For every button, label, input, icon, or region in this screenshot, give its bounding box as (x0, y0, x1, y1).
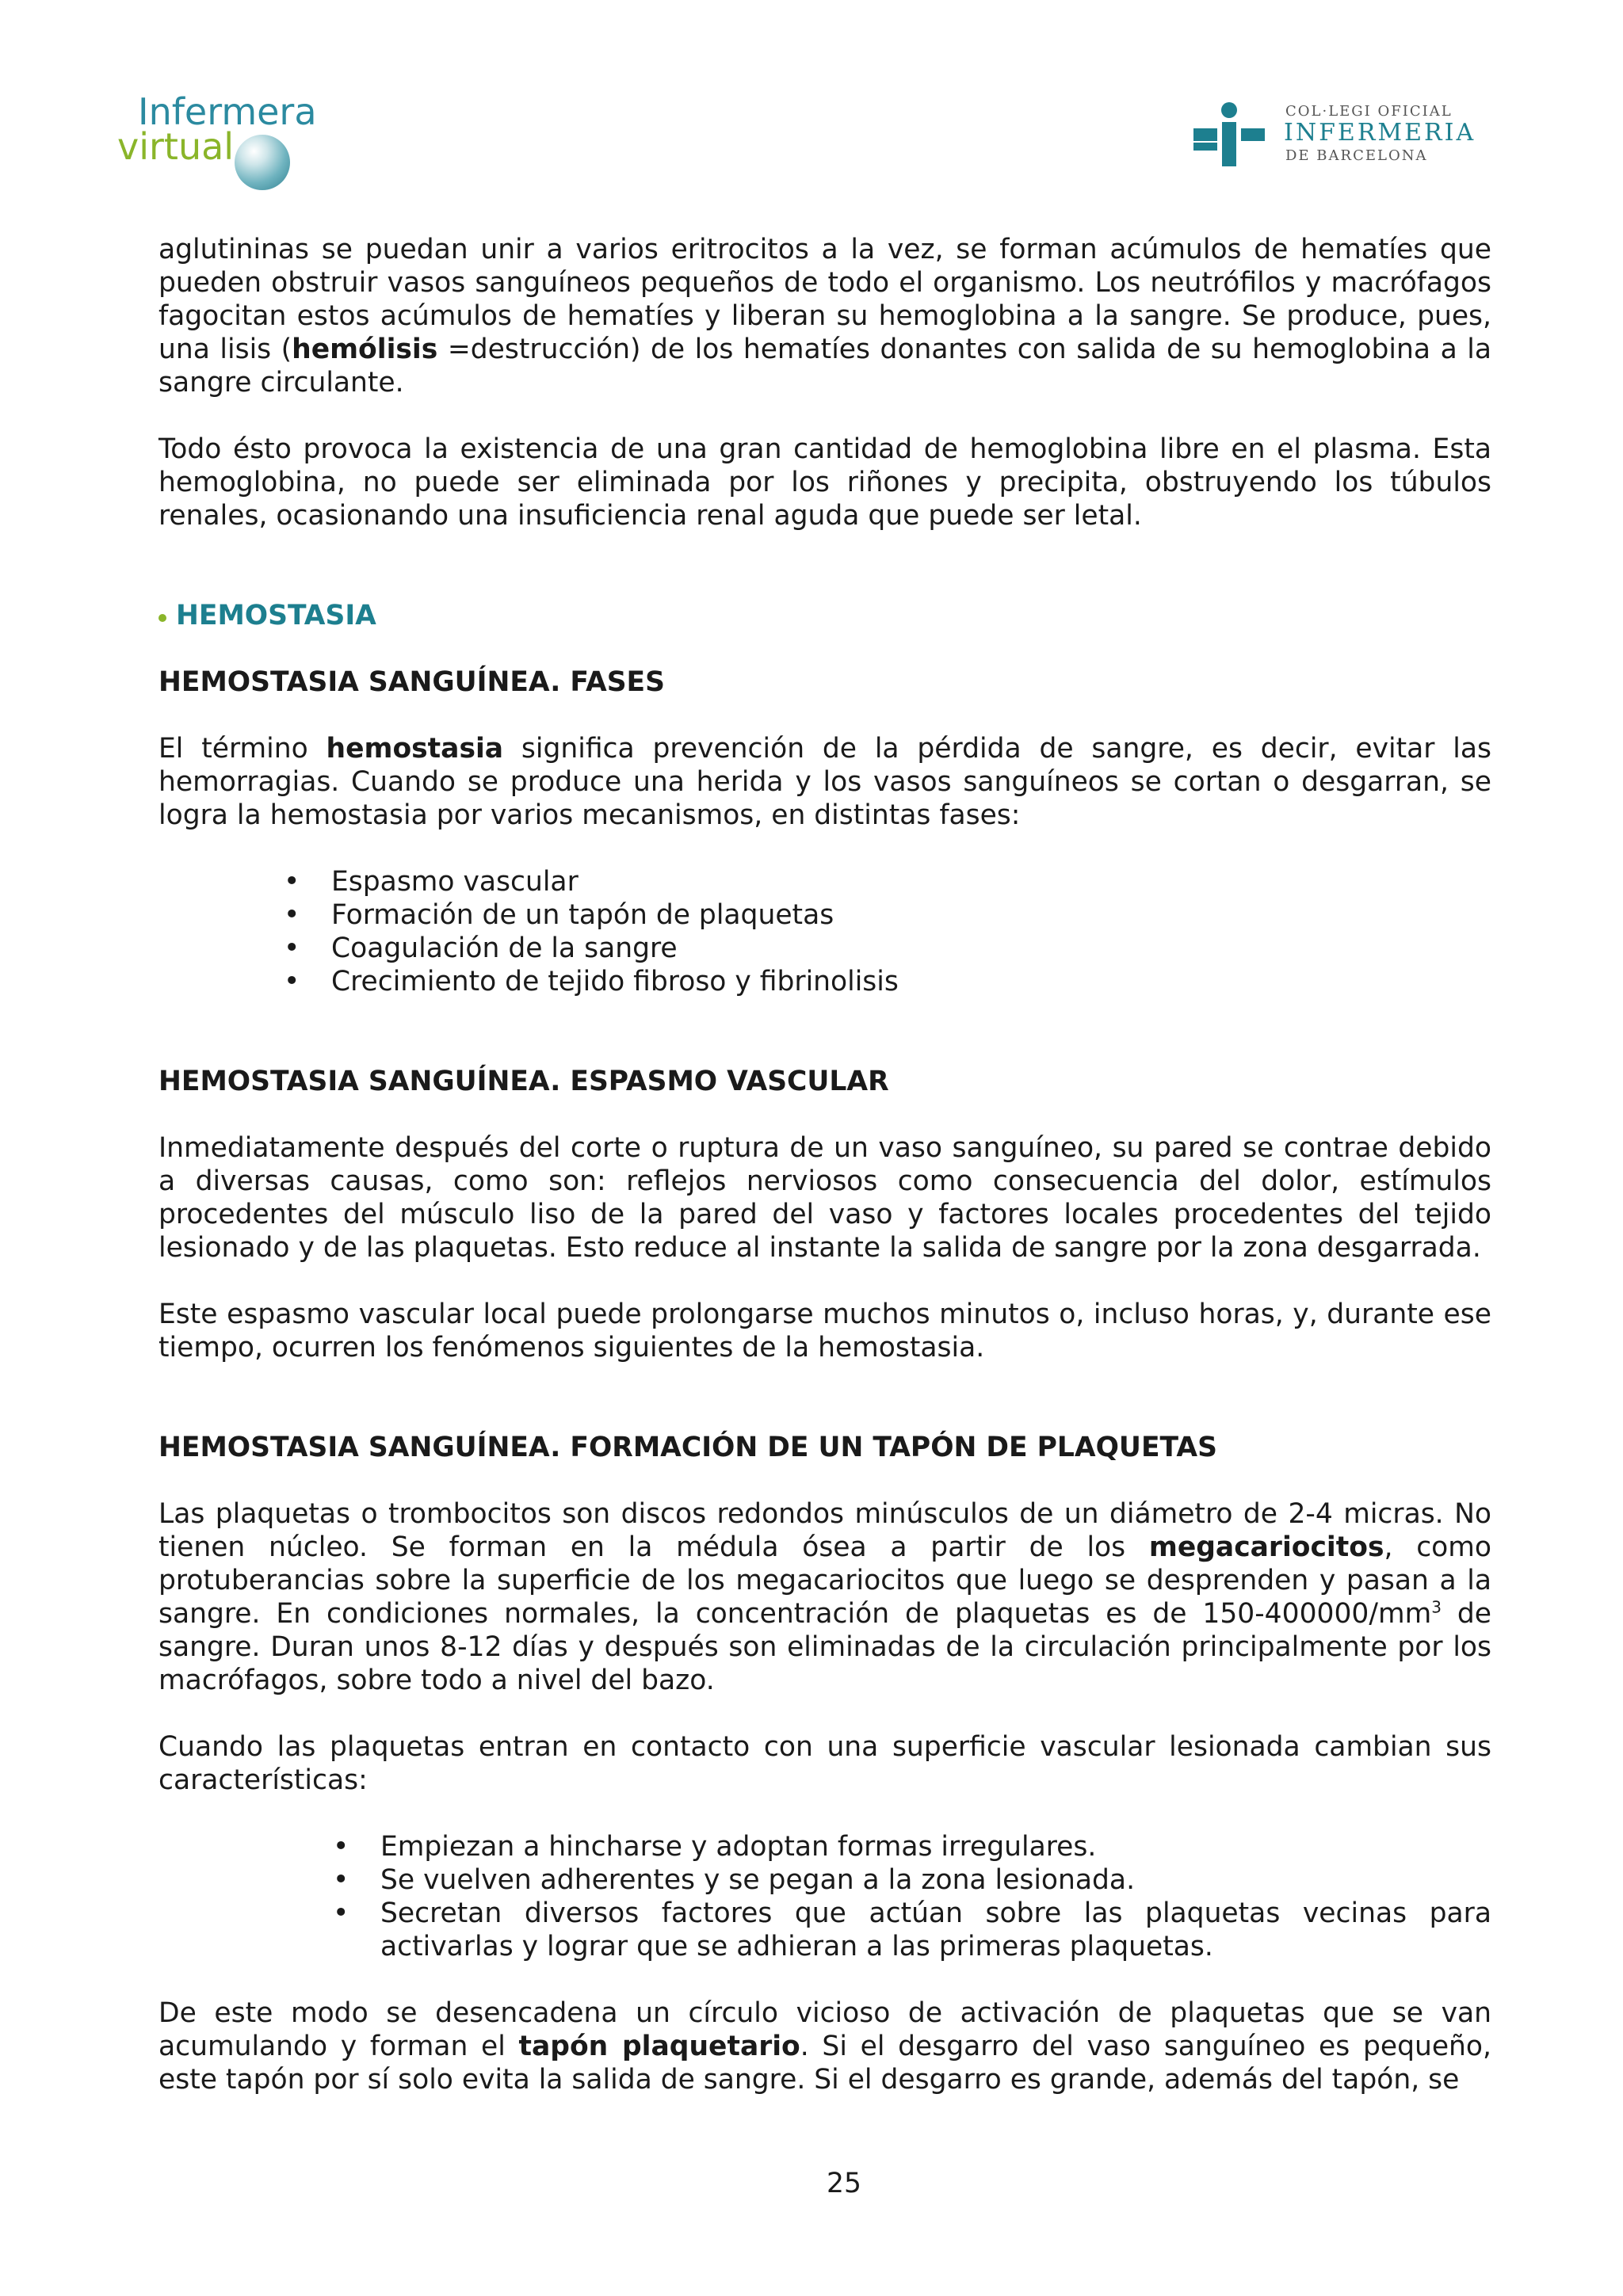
document-body (158, 233, 1491, 2096)
page-header (0, 0, 1623, 206)
list-item: • Coagulación de la sangre (158, 932, 1491, 965)
globe-icon (235, 135, 290, 190)
list-item: • Secretan diversos factores que actúan sobre las plaquetas vecinas para activarlas y lograr que se adhieran a las primeras plaquetas. (158, 1897, 1491, 1963)
page-number: 25 (827, 2168, 861, 2199)
logo-text-virtual: virtual (117, 125, 235, 168)
tapon-paragraph-2: Cuando las plaquetas entran en contacto con una superficie vascular lesionada cambian sus características: (158, 1731, 1491, 1796)
espasmo-paragraph-2: Este espasmo vascular local puede prolongarse muchos minutos o, incluso horas, y, durante ese tiempo, ocurren los fenómenos siguientes de la hemostasia. (158, 1299, 1491, 1363)
infermera-virtual-logo (117, 90, 317, 190)
fases-list (158, 865, 1491, 998)
heading-tapon: HEMOSTASIA SANGUÍNEA. FORMACIÓN DE UN TAPÓN DE PLAQUETAS (158, 1432, 1217, 1463)
list-item: • Formación de un tapón de plaquetas (158, 898, 1491, 932)
col-legi-infermeria-logo (1193, 101, 1510, 170)
logo-text-barcelona: DE BARCELONA (1285, 147, 1428, 164)
bullet-dot-icon (158, 614, 166, 622)
espasmo-paragraph-1: Inmediatamente después del corte o ruptura de un vaso sanguíneo, su pared se contrae debido a diversas causas, como son: reflejos nerviosos como consecuencia del dolor, estímulos procedentes del músculo liso de la pared del vaso y factores locales procedentes del tejido lesionado y de las plaquetas. Esto reduce al instante la salida de sangre por la zona desgarrada. (158, 1132, 1491, 1264)
intro-paragraph-2: Todo ésto provoca la existencia de una gran cantidad de hemoglobina libre en el plasma. Esta hemoglobina, no puede ser eliminada por los riñones y precipita, obstruyendo los túbulos renales, ocasionando una insuficiencia renal aguda que puede ser letal. (158, 433, 1491, 532)
fases-paragraph: El término hemostasia significa prevención de la pérdida de sangre, es decir, evitar las hemorragias. Cuando se produce una herida y los vasos sanguíneos se cortan o desgarran, se logra la hemostasia por varios mecanismos, en distintas fases: (158, 733, 1491, 831)
list-item: • Empiezan a hincharse y adoptan formas irregulares. (158, 1830, 1491, 1863)
intro-paragraph-1: aglutininas se puedan unir a varios eritrocitos a la vez, se forman acúmulos de hematíes que pueden obstruir vasos sanguíneos pequeños de todo el organismo. Los neutrófilos y macrófagos fagocitan estos acúmulos de hematíes y liberan su hemoglobina a la sangre. Se produce, pues, una lisis (hemólisis =destrucción) de los hematíes donantes con salida de su hemoglobina a la sangre circulante. (158, 234, 1491, 399)
list-item: • Se vuelven adherentes y se pegan a la zona lesionada. (158, 1863, 1491, 1897)
list-item: • Crecimiento de tejido fibroso y fibrinolisis (158, 965, 1491, 998)
heading-espasmo: HEMOSTASIA SANGUÍNEA. ESPASMO VASCULAR (158, 1066, 889, 1097)
logo-text-infermeria: INFERMERIA (1284, 119, 1476, 147)
list-item: • Espasmo vascular (158, 865, 1491, 898)
cross-icon (1193, 101, 1265, 168)
section-title: HEMOSTASIA (158, 599, 1491, 632)
logo-text-col-legi: COL·LEGI OFICIAL (1285, 103, 1453, 120)
tapon-list (158, 1830, 1491, 1963)
logo-text-infermera: Infermera (138, 90, 317, 133)
tapon-paragraph-1: Las plaquetas o trombocitos son discos redondos minúsculos de un diámetro de 2-4 micras. No tienen núcleo. Se forman en la médula ósea a partir de los megacariocitos, como protuberancias sobre la superficie de los megacariocitos que luego se desprenden y pasan a la sangre. En condiciones normales, la concentración de plaquetas es de $150-400000/mm^3$ de sangre. Duran unos 8-12 días y después son eliminadas de la circulación principalmente por los macrófagos, sobre todo a nivel del bazo. (158, 1498, 1491, 1696)
heading-fases: HEMOSTASIA SANGUÍNEA. FASES (158, 666, 665, 698)
tapon-paragraph-3: De este modo se desencadena un círculo vicioso de activación de plaquetas que se van acumulando y forman el tapón plaquetario. Si el desgarro del vaso sanguíneo es pequeño, este tapón por sí solo evita la salida de sangre. Si el desgarro es grande, además del tapón, se (158, 1997, 1491, 2096)
